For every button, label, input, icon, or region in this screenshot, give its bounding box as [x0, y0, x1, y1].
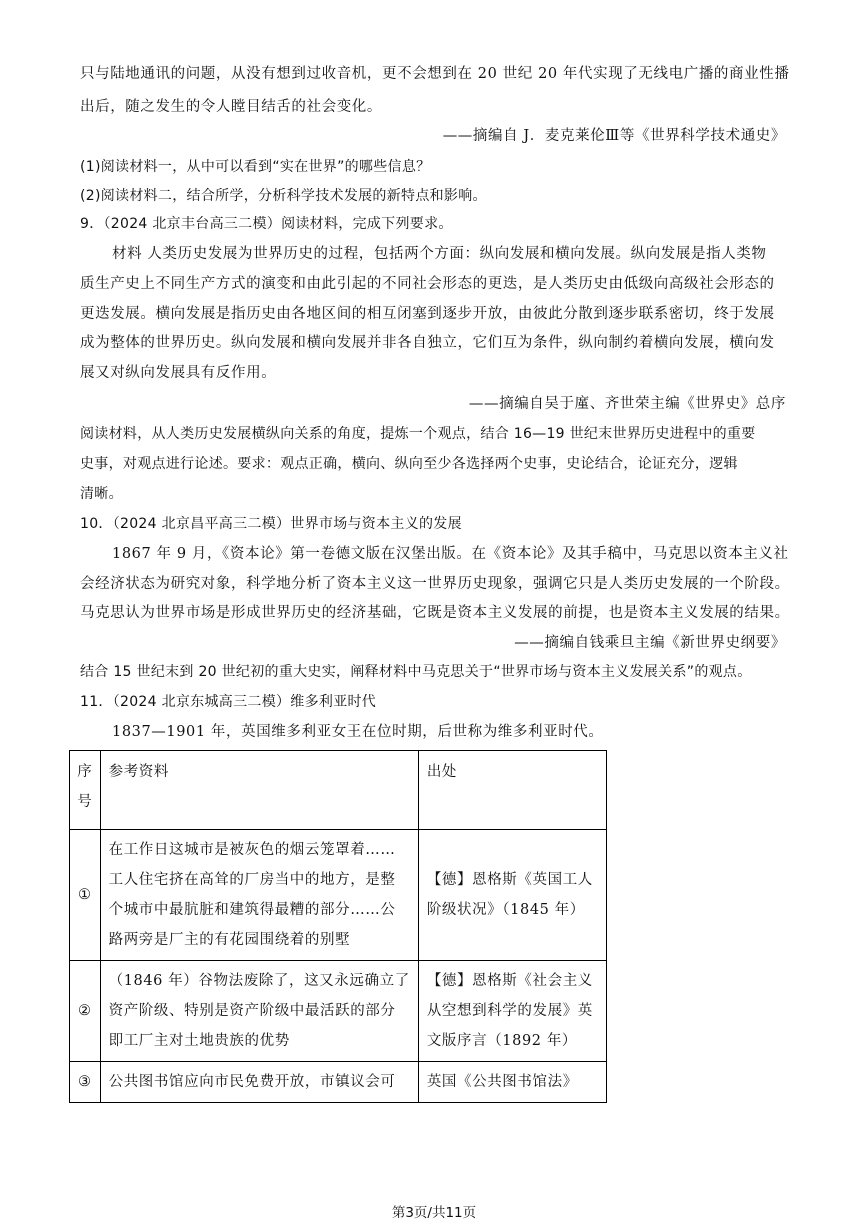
ref-line: 资产阶级、特别是资产阶级中最活跃的部分: [108, 1003, 396, 1019]
table-row: [70, 1062, 607, 1103]
ref-line: （1846 年）谷物法废除了，这又永远确立了: [108, 973, 410, 989]
question-1: (1)阅读材料一，从中可以看到“实在世界”的哪些信息？: [80, 159, 431, 175]
question-9-ask: 清晰。: [80, 486, 123, 502]
src-line: 从空想到科学的发展》英: [426, 1003, 593, 1019]
header-num: [70, 751, 101, 830]
question-2: (2)阅读材料二，结合所学，分析科学技术发展的新特点和影响。: [80, 188, 487, 204]
header-src: 出处: [418, 751, 606, 830]
src-line: 文版序言（1892 年）: [426, 1033, 578, 1049]
material-line: 更迭发展。横向发展是指历史由各地区间的相互闭塞到逐步开放，由彼此分散到逐步联系密切，终于发展: [80, 306, 775, 322]
material-line: 材料 人类历史发展为世界历史的过程，包括两个方面：纵向发展和横向发展。纵向发展是指人类物: [112, 246, 767, 262]
row-num: ③: [70, 1062, 101, 1103]
src-line: 阶级状况》（1845 年）: [426, 902, 585, 918]
row-ref: [100, 961, 418, 1062]
ref-line: 在工作日这城市是被灰色的烟云笼罩着……: [108, 842, 396, 858]
text-line: 只与陆地通讯的问题，从没有想到过收音机，更不会想到在 20 世纪 20 年代实现了无线电广播的商业性播: [80, 66, 790, 82]
question-11-title: 11．（2024 北京东城高三二模）维多利亚时代: [80, 694, 377, 710]
source-citation: ——摘编自钱乘旦主编《新世界史纲要》: [514, 635, 786, 651]
ref-line: 公共图书馆应向市民免费开放，市镇议会可: [108, 1074, 396, 1090]
material-line: 成为整体的世界历史。纵向发展和横向发展并非各自独立，它们互为条件，纵向制约着横向发展，横向发: [80, 335, 775, 351]
question-9-ask: 史事，对观点进行论述。要求：观点正确，横向、纵向至少各选择两个史事，史论结合，论证充分，逻辑: [80, 456, 738, 472]
row-src: [418, 830, 606, 961]
src-line: 【德】恩格斯《英国工人: [426, 872, 593, 888]
source-citation: ——摘编自吴于廑、齐世荣主编《世界史》总序: [468, 396, 786, 412]
material-line: 展又对纵向发展具有反作用。: [80, 365, 277, 381]
header-ref: 参考资料: [100, 751, 418, 830]
question-10-ask: 结合 15 世纪末到 20 世纪初的重大史实，阐释材料中马克思关于“世界市场与资本主义发展关系”的观点。: [80, 664, 752, 680]
ref-line: 路两旁是厂主的有花园围绕着的别墅: [108, 932, 351, 948]
row-num: ①: [70, 830, 101, 961]
material-line: 1867 年 9 月，《资本论》第一卷德文版在汉堡出版。在《资本论》及其手稿中，马克思以资本主义社: [112, 546, 789, 562]
reference-table: [69, 750, 607, 1103]
ref-line: 工人住宅挤在高耸的厂房当中的地方，是整: [108, 872, 396, 888]
question-10-title: 10．（2024 北京昌平高三二模）世界市场与资本主义的发展: [80, 516, 462, 532]
src-line: 英国《公共图书馆法》: [426, 1074, 578, 1090]
text-line: 出后，随之发生的令人瞠目结舌的社会变化。: [80, 99, 382, 115]
question-9-ask: 阅读材料，从人类历史发展横纵向关系的角度，提炼一个观点，结合 16—19 世纪末世界历史进程中的重要: [80, 426, 756, 442]
source-citation: ——摘编自 J．麦克莱伦Ⅲ等《世界科学技术通史》: [442, 128, 786, 144]
material-line: 马克思认为世界市场是形成世界历史的经济基础，它既是资本主义发展的前提，也是资本主义发展的结果。: [80, 605, 790, 621]
header-num-line: 序: [77, 764, 93, 780]
src-line: 【德】恩格斯《社会主义: [426, 973, 593, 989]
row-ref: [100, 1062, 418, 1103]
row-num: ②: [70, 961, 101, 1062]
row-src: [418, 961, 606, 1062]
table-header-row: [70, 751, 607, 830]
table-row: [70, 830, 607, 961]
intro-line: 1837—1901 年，英国维多利亚女王在位时期，后世称为维多利亚时代。: [112, 724, 604, 740]
material-line: 会经济状态为研究对象，科学地分析了资本主义这一世界历史现象，强调它只是人类历史发展的一个阶段。: [80, 576, 790, 592]
row-ref: [100, 830, 418, 961]
header-num-line: 号: [77, 794, 93, 810]
material-line: 质生产史上不同生产方式的演变和由此引起的不同社会形态的更迭，是人类历史由低级向高级社会形态的: [80, 276, 775, 292]
question-9-title: 9．（2024 北京丰台高三二模）阅读材料，完成下列要求。: [80, 216, 453, 232]
row-src: [418, 1062, 606, 1103]
page-footer: 第3页/共11页: [391, 1205, 477, 1221]
ref-line: 个城市中最肮脏和建筑得最糟的部分……公: [108, 902, 396, 918]
table-row: [70, 961, 607, 1062]
ref-line: 即工厂主对土地贵族的优势: [108, 1033, 290, 1049]
